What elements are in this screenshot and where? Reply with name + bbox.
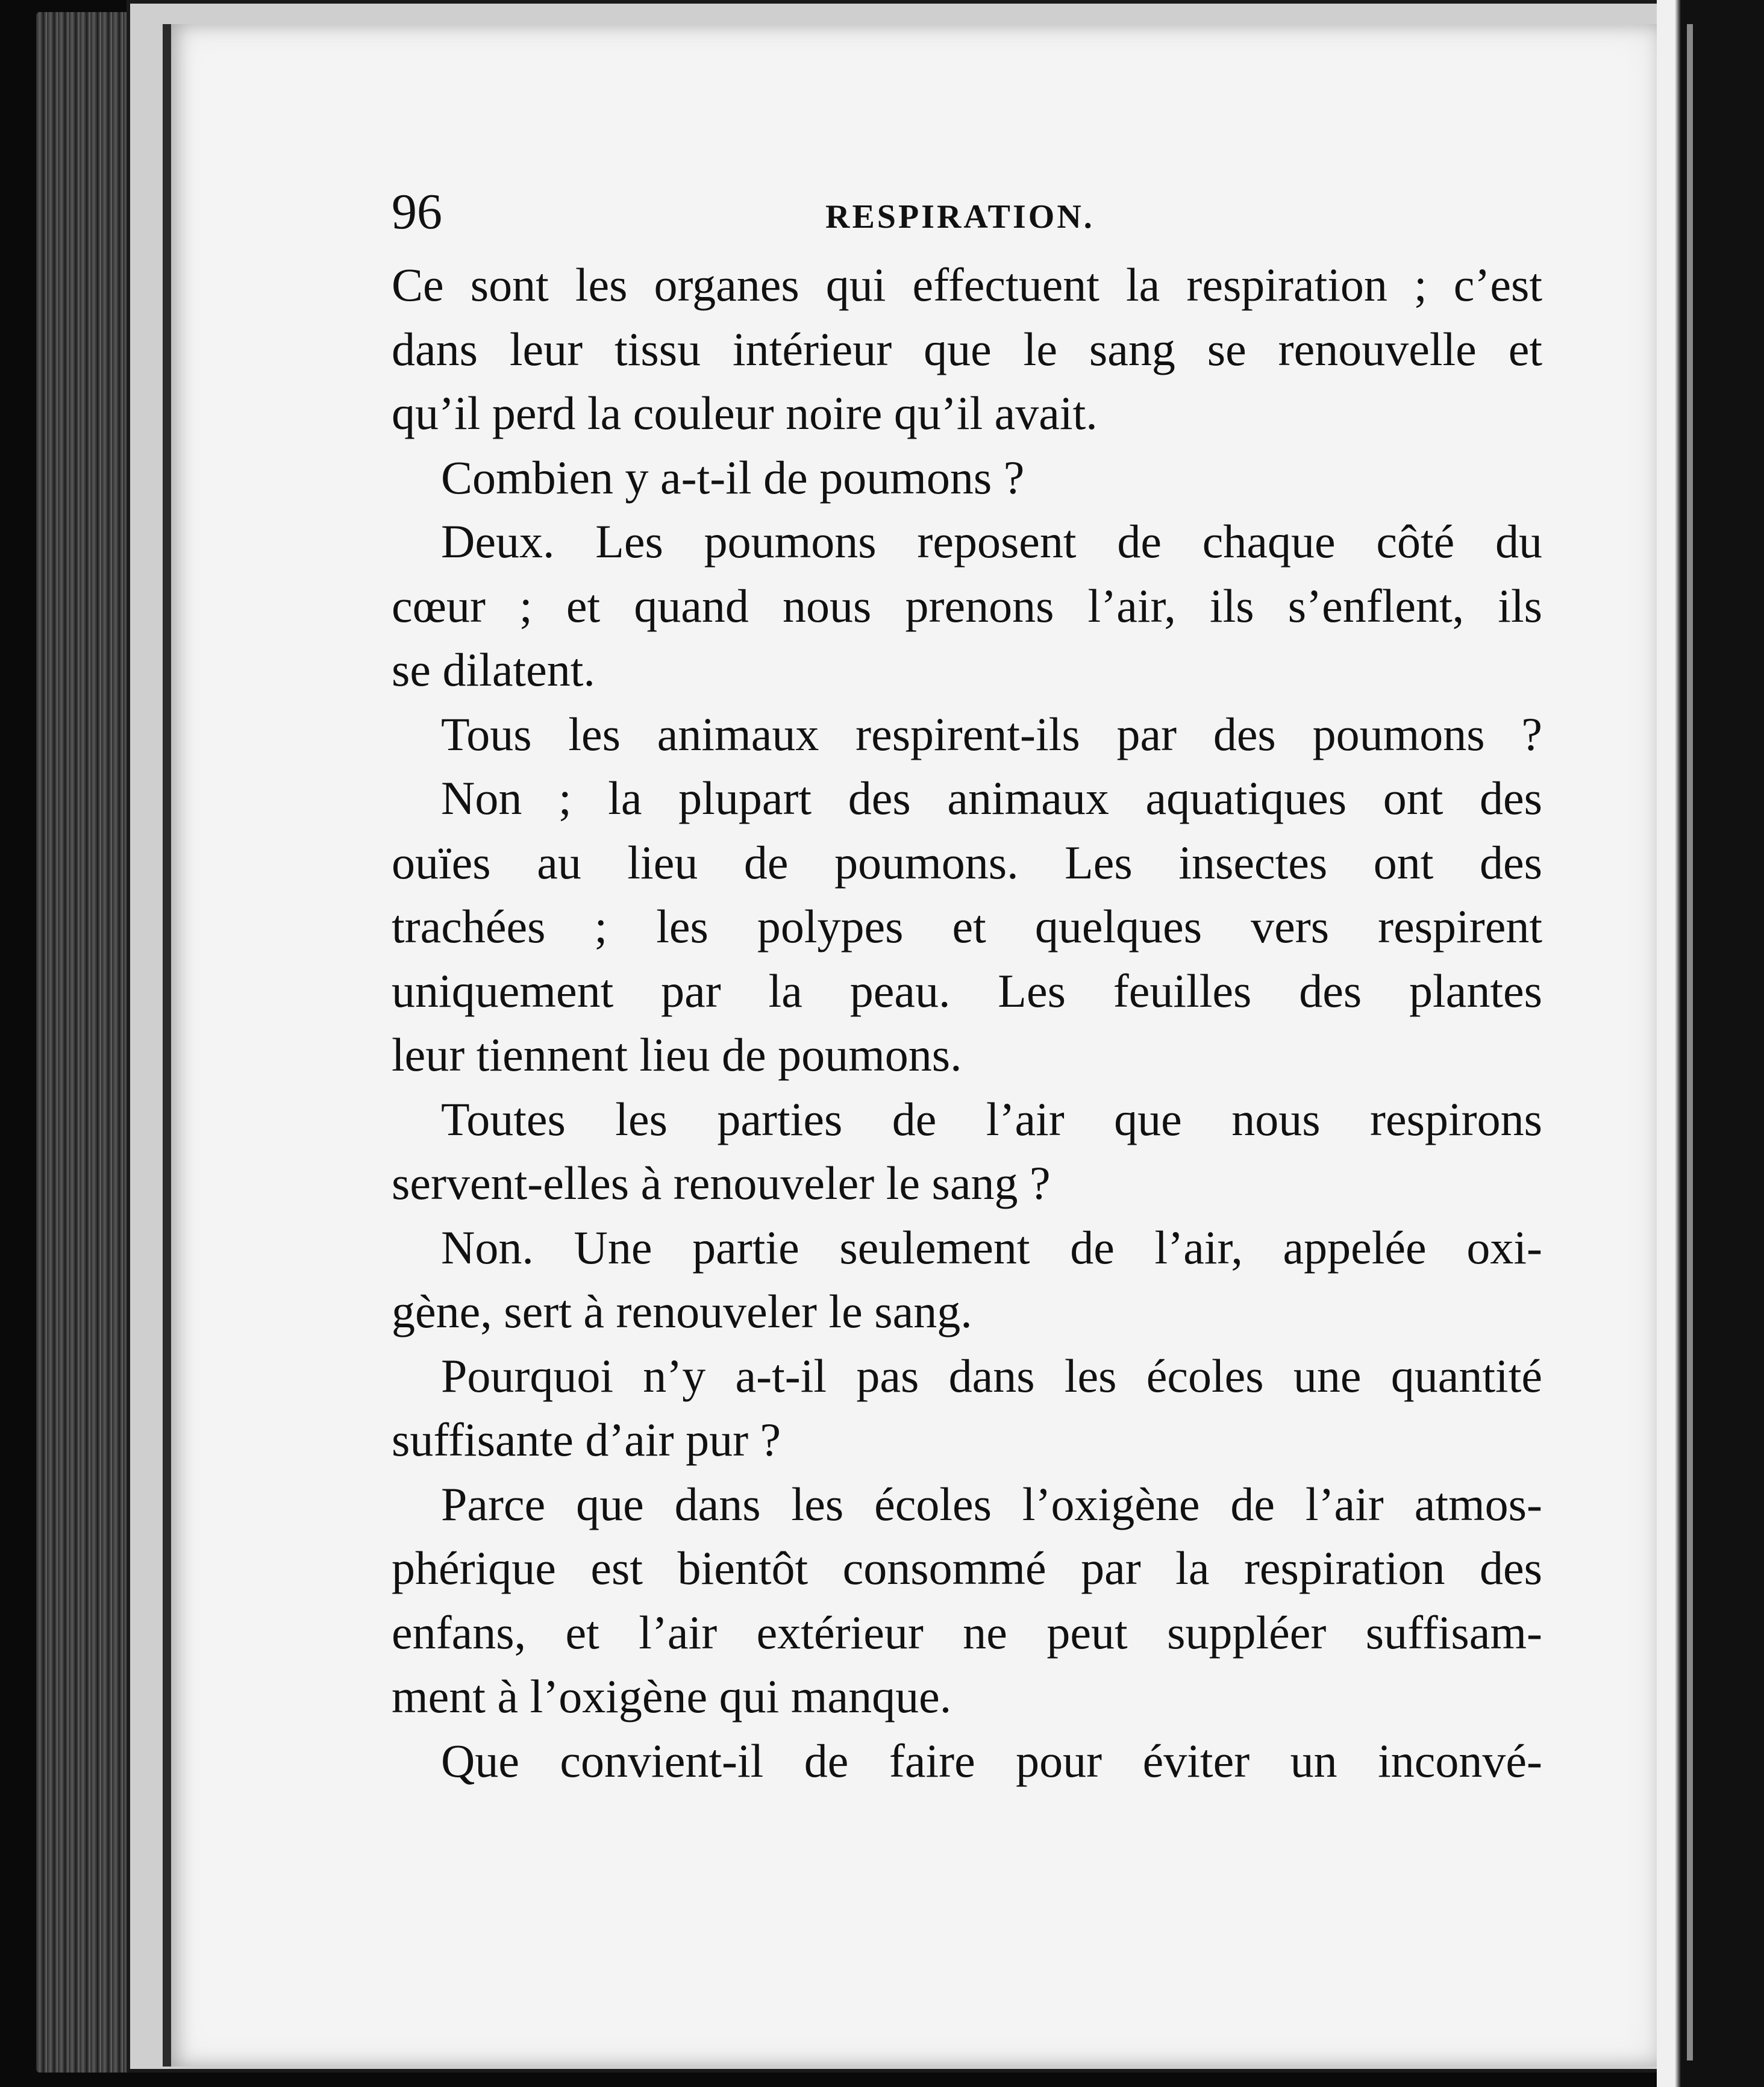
text-block <box>392 184 1542 1793</box>
book-binding <box>1657 0 1764 2087</box>
text-line: dans leur tissu intérieur que le sang se renouvelle et <box>392 322 1542 375</box>
body-text <box>392 253 1542 1793</box>
text-line: Combien y a-t-il de poumons ? <box>441 451 1025 504</box>
text-line: enfans, et l’air extérieur ne peut suppléer suffisam- <box>392 1606 1542 1659</box>
text-line: Deux. Les poumons reposent de chaque côté du <box>441 515 1542 568</box>
text-line: ouïes au lieu de poumons. Les insectes ont des <box>392 836 1542 889</box>
text-line: Non ; la plupart des animaux aquatiques ont des <box>441 772 1542 824</box>
text-line: suffisante d’air pur ? <box>392 1413 781 1466</box>
text-line: cœur ; et quand nous prenons l’air, ils s’enflent, ils <box>392 579 1542 632</box>
text-line: Non. Une partie seulement de l’air, appelée oxi- <box>441 1221 1542 1274</box>
text-line: uniquement par la peau. Les feuilles des plantes <box>392 964 1542 1017</box>
text-line: Toutes les parties de l’air que nous respirons <box>441 1092 1542 1145</box>
text-line: Tous les animaux respirent-ils par des poumons ? <box>441 707 1542 760</box>
text-line: Pourquoi n’y a-t-il pas dans les écoles une quantité <box>441 1349 1542 1402</box>
text-line: leur tiennent lieu de poumons. <box>392 1028 962 1081</box>
text-line: servent-elles à renouveler le sang ? <box>392 1157 1051 1209</box>
running-head-title: RESPIRATION. <box>825 198 1095 236</box>
binding-edge-line <box>1687 24 1693 2060</box>
text-line: Ce sont les organes qui effectuent la respiration ; c’est <box>392 258 1542 311</box>
running-head <box>392 184 1542 253</box>
text-line: gène, sert à renouveler le sang. <box>392 1285 972 1338</box>
text-line: ment à l’oxigène qui manque. <box>392 1670 952 1722</box>
page-number: 96 <box>392 184 442 240</box>
text-line: phérique est bientôt consommé par la respiration des <box>392 1542 1542 1594</box>
text-line: Que convient-il de faire pour éviter un inconvé- <box>441 1734 1542 1787</box>
text-line: qu’il perd la couleur noire qu’il avait. <box>392 387 1098 439</box>
text-line: Parce que dans les écoles l’oxigène de l’air atmos- <box>441 1477 1542 1530</box>
text-line: trachées ; les polypes et quelques vers respirent <box>392 900 1542 953</box>
text-line: se dilatent. <box>392 643 595 696</box>
